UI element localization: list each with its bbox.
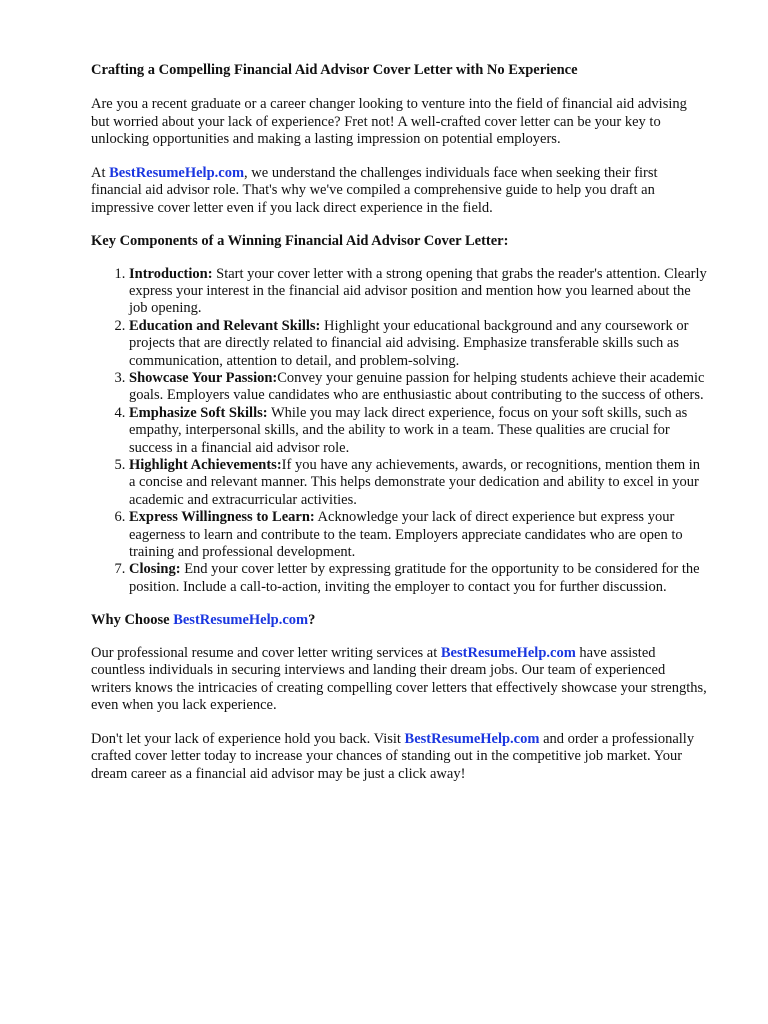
closing-suffix: and order a professionally crafted cover letter today to increase your chances of standing out in the competitive job market. Your dream career as a financial aid advisor may be just a click away!	[91, 730, 695, 782]
about-suffix: , we understand the challenges individuals face when seeking their first financial aid advisor role. That's why we've compiled a comprehensive guide to help you draft an impressive cover letter even if you lack direct experience in the field.	[91, 164, 658, 216]
about-prefix: At	[91, 164, 110, 181]
components-heading: Key Components of a Winning Financial Aid Advisor Cover Letter:	[91, 233, 509, 249]
list-item-text: Start your cover letter with a strong opening that grabs the reader's attention. Clearly express your interest in the financial aid advisor position and mention how you learned about the job opening.	[129, 265, 707, 317]
list-item-text: While you may lack direct experience, focus on your soft skills, such as empathy, interpersonal skills, and the ability to work in a team. These qualities are crucial for success in a financial aid advisor role.	[129, 404, 688, 456]
intro-paragraph: Are you a recent graduate or a career changer looking to venture into the field of financial aid advising but worried about your lack of experience? Fret not! A well-crafted cover letter can be your key to unlocking opportunities and making a lasting impression on potential employers.	[91, 96, 687, 147]
list-item	[129, 457, 708, 509]
list-item-label: Showcase Your Passion:	[129, 369, 278, 386]
document-title: Crafting a Compelling Financial Aid Advisor Cover Letter with No Experience	[91, 62, 578, 78]
services-paragraph	[91, 645, 708, 715]
list-item-label: Introduction:	[129, 265, 213, 282]
list-item-text: Convey your genuine passion for helping students achieve their academic goals. Employers value candidates who are enthusiastic about contributing to the success of others.	[129, 369, 705, 404]
list-item	[129, 318, 708, 370]
list-item-text: Acknowledge your lack of direct experience but express your eagerness to learn and contribute to the team. Employers appreciate candidates who are open to training and professional development.	[129, 509, 683, 560]
about-paragraph	[91, 165, 708, 218]
list-item	[129, 509, 708, 561]
why-prefix: Why Choose	[91, 612, 174, 629]
components-list	[91, 266, 708, 597]
why-suffix: ?	[308, 612, 316, 629]
closing-paragraph	[91, 731, 708, 784]
list-item-label: Emphasize Soft Skills:	[129, 404, 268, 421]
list-item-text: If you have any achievements, awards, or recognitions, mention them in a concise and relevant manner. This helps demonstrate your dedication and ability to excel in your academic and extracurricular activities.	[129, 456, 701, 508]
list-item-text: Highlight your educational background and any coursework or projects that are directly related to financial aid advising. Emphasize transferable skills such as communication, attention to detail, and problem-solving.	[129, 317, 689, 369]
services-suffix: have assisted countless individuals in securing interviews and landing their dream jobs. Our team of experienced writers knows the intricacies of creating compelling cover letters that effectively showcase your strengths, even when you lack experience.	[91, 644, 707, 714]
bestresumehelp-link[interactable]: BestResumeHelp.com	[109, 164, 245, 181]
list-item	[129, 370, 708, 405]
closing-prefix: Don't let your lack of experience hold you back. Visit	[91, 730, 405, 747]
list-item-label: Express Willingness to Learn:	[129, 509, 315, 526]
bestresumehelp-link[interactable]: BestResumeHelp.com	[440, 644, 576, 661]
list-item-label: Closing:	[129, 561, 181, 578]
list-item-label: Education and Relevant Skills:	[129, 317, 321, 334]
list-item	[129, 405, 708, 457]
list-item-text: End your cover letter by expressing gratitude for the opportunity to be considered for the position. Include a call-to-action, inviting the employer to contact you for further discussion.	[129, 561, 700, 595]
bestresumehelp-link[interactable]: BestResumeHelp.com	[404, 730, 540, 747]
bestresumehelp-link[interactable]: BestResumeHelp.com	[173, 612, 309, 629]
list-item-label: Highlight Achievements:	[129, 456, 282, 473]
list-item	[129, 266, 708, 318]
list-item	[129, 561, 708, 596]
why-choose-heading	[91, 612, 708, 630]
services-prefix: Our professional resume and cover letter writing services at	[91, 644, 441, 661]
